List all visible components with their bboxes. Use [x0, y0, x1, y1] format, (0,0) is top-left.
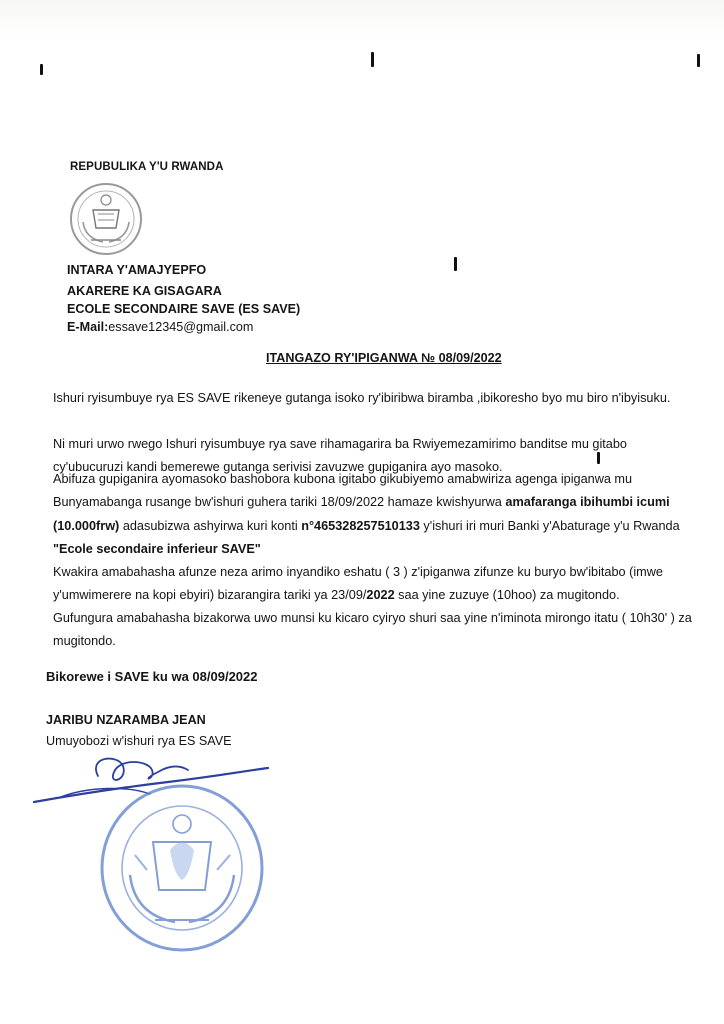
conditions-text: adasubizwa ashyirwa kuri konti	[119, 518, 302, 533]
deadline-text: Kwakira amabahasha afunze neza arimo inyandiko eshatu ( 3 ) z'ipiganwa zifunze ku buryo bw'ibitabo (imwe y'umwimerere na kopi ebyiri) bizarangira tariki ya 23/09/	[53, 565, 663, 603]
email-address: essave12345@gmail.com	[108, 320, 254, 334]
account-number: n°465328257510133	[301, 518, 420, 533]
scan-mark	[40, 64, 43, 75]
deadline-year: 2022	[366, 588, 395, 603]
issue-date: Bikorewe i SAVE ku wa 08/09/2022	[46, 669, 258, 684]
paragraph-conditions	[53, 468, 693, 561]
email-label: E-Mail:	[67, 320, 109, 334]
paragraph-opening: Gufungura amabahasha bizakorwa uwo munsi ku kicaro cyiryo shuri saa yine n'iminota mirongo itatu ( 10h30' ) za mugitondo.	[53, 611, 692, 649]
deadline-text: saa yine zuzuye (10hoo) za mugitondo.	[394, 588, 620, 603]
signatory-name: JARIBU NZARAMBA JEAN	[46, 713, 206, 727]
email-line	[67, 320, 253, 334]
paragraph-intro: Ishuri ryisumbuye rya ES SAVE rikeneye gutanga isoko ry'ibiribwa biramba ,ibikoresho byo mu biro n'ibyisuku.	[53, 391, 671, 405]
district-line: AKARERE KA GISAGARA	[67, 284, 222, 298]
republic-heading: REPUBULIKA Y'U RWANDA	[70, 161, 224, 173]
notice-title: ITANGAZO RY'IPIGANWA № 08/09/2022	[266, 351, 502, 365]
signatory-role: Umuyobozi w'ishuri rya ES SAVE	[46, 734, 232, 748]
scan-mark	[454, 257, 457, 271]
scan-mark	[697, 54, 700, 67]
account-name: "Ecole secondaire inferieur SAVE"	[53, 541, 261, 556]
scan-mark	[371, 52, 374, 67]
paragraph-deadline	[53, 561, 693, 608]
conditions-text: Abifuza gupiganira ayomasoko bashobora kubona igitabo gikubiyemo amabwiriza agenga ipiganwa mu Bunyamabanga rusange bw'ishuri guhera tariki 18/09/2022 hamaze kwishyurwa	[53, 472, 633, 510]
paragraph-invitation: Ni muri urwo rwego Ishuri ryisumbuye rya save rihamagarira ba Rwiyemezamirimo banditse mu gitabo cy'ubucuruzi kandi bemerewe gutanga serivisi zavuzwe gupiganira ayo masoko.	[53, 437, 627, 475]
province-line: INTARA Y'AMAJYEPFO	[67, 263, 207, 277]
national-seal-icon	[67, 180, 145, 258]
conditions-text: y'ishuri iri muri Banki y'Abaturage y'u Rwanda	[419, 518, 680, 533]
fee-amount: amafaranga ibihumbi icumi (10.000frw)	[53, 495, 670, 533]
school-line: ECOLE SECONDAIRE SAVE (ES SAVE)	[67, 302, 301, 316]
official-stamp	[95, 780, 270, 955]
